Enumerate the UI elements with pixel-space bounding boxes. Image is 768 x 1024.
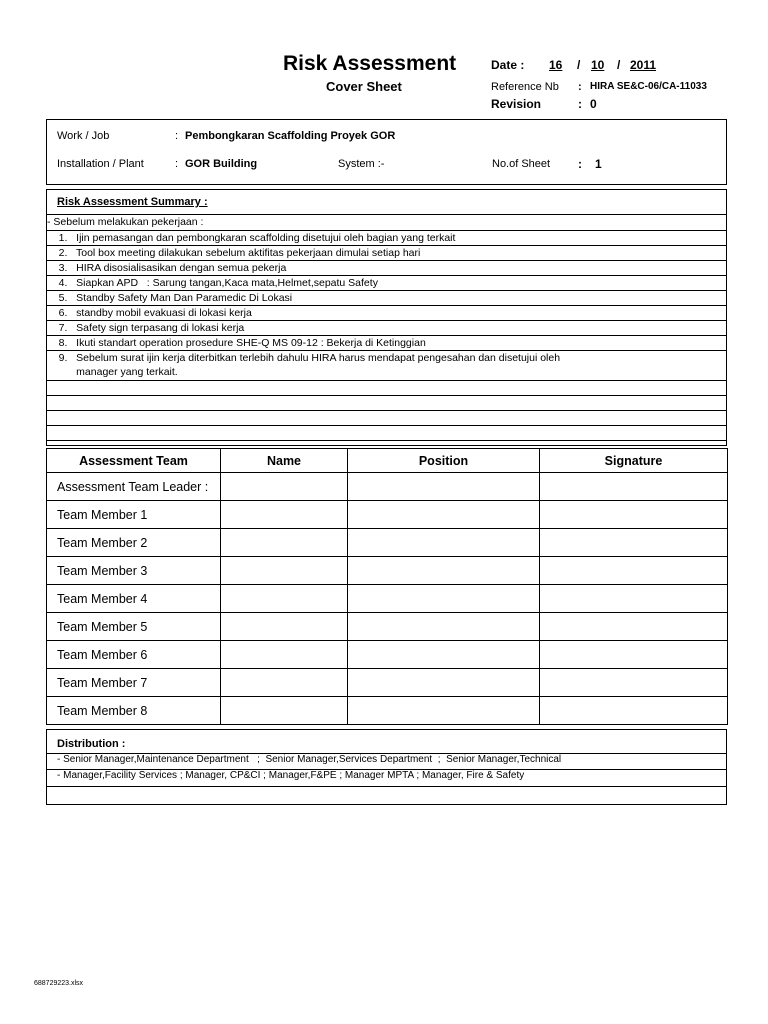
work-colon: : bbox=[175, 130, 179, 142]
revision-colon: : bbox=[578, 97, 582, 111]
name-cell[interactable] bbox=[221, 641, 348, 669]
summary-item: 2. Tool box meeting dilakukan sebelum aktifitas pekerjaan dimulai setiap hari bbox=[47, 247, 421, 259]
header-name: Name bbox=[221, 449, 348, 473]
team-role: Team Member 8 bbox=[47, 697, 221, 725]
job-info-box bbox=[46, 119, 727, 185]
name-cell[interactable] bbox=[221, 613, 348, 641]
name-cell[interactable] bbox=[221, 473, 348, 501]
distribution-heading: Distribution : bbox=[57, 738, 126, 750]
reference-colon: : bbox=[578, 81, 582, 93]
position-cell[interactable] bbox=[348, 669, 540, 697]
signature-cell[interactable] bbox=[540, 501, 728, 529]
summary-item: 7. Safety sign terpasang di lokasi kerja bbox=[47, 322, 245, 334]
installation-value: GOR Building bbox=[185, 158, 258, 170]
header-position: Position bbox=[348, 449, 540, 473]
table-row bbox=[47, 641, 728, 669]
file-name: 688729223.xlsx bbox=[34, 980, 84, 987]
position-cell[interactable] bbox=[348, 473, 540, 501]
sheets-value: 1 bbox=[595, 157, 602, 171]
reference-label: Reference Nb bbox=[491, 81, 559, 93]
team-role: Team Member 7 bbox=[47, 669, 221, 697]
date-day: 16 bbox=[549, 58, 563, 72]
signature-cell[interactable] bbox=[540, 557, 728, 585]
distribution-box bbox=[46, 729, 727, 805]
page-subtitle: Cover Sheet bbox=[326, 79, 402, 94]
table-row bbox=[47, 613, 728, 641]
system-label: System :- bbox=[338, 158, 385, 170]
signature-cell[interactable] bbox=[540, 641, 728, 669]
date-month: 10 bbox=[591, 58, 605, 72]
signature-cell[interactable] bbox=[540, 529, 728, 557]
table-row bbox=[47, 585, 728, 613]
revision-value: 0 bbox=[590, 97, 597, 111]
summary-item: - Sebelum melakukan pekerjaan : bbox=[47, 216, 204, 228]
signature-cell[interactable] bbox=[540, 473, 728, 501]
name-cell[interactable] bbox=[221, 585, 348, 613]
name-cell[interactable] bbox=[221, 557, 348, 585]
team-role: Team Member 1 bbox=[47, 501, 221, 529]
name-cell[interactable] bbox=[221, 529, 348, 557]
name-cell[interactable] bbox=[221, 501, 348, 529]
summary-box bbox=[46, 189, 727, 446]
header-signature: Signature bbox=[540, 449, 728, 473]
work-label: Work / Job bbox=[57, 130, 110, 142]
distribution-line: - Senior Manager,Maintenance Department ; Senior Manager,Services Department ; Senior Manager,Technical bbox=[57, 754, 562, 765]
date-year: 2011 bbox=[630, 58, 657, 72]
table-row bbox=[47, 669, 728, 697]
summary-item: 6. standby mobil evakuasi di lokasi kerja bbox=[47, 307, 252, 319]
signature-cell[interactable] bbox=[540, 697, 728, 725]
position-cell[interactable] bbox=[348, 613, 540, 641]
date-separator: / bbox=[577, 58, 581, 72]
summary-item: 3. HIRA disosialisasikan dengan semua pekerja bbox=[47, 262, 287, 274]
name-cell[interactable] bbox=[221, 697, 348, 725]
summary-item: 5. Standby Safety Man Dan Paramedic Di Lokasi bbox=[47, 292, 293, 304]
summary-item: 8. Ikuti standart operation prosedure SHE-Q MS 09-12 : Bekerja di Ketinggian bbox=[47, 337, 426, 349]
summary-item: 9. Sebelum surat ijin kerja diterbitkan terlebih dahulu HIRA harus mendapat pengesahan dan disetujui oleh bbox=[47, 352, 561, 364]
revision-label: Revision bbox=[491, 97, 542, 111]
sheets-colon: : bbox=[578, 157, 582, 171]
name-cell[interactable] bbox=[221, 669, 348, 697]
installation-colon: : bbox=[175, 158, 179, 170]
page-title: Risk Assessment bbox=[283, 52, 457, 75]
table-header-row bbox=[47, 449, 728, 473]
sheets-label: No.of Sheet bbox=[492, 158, 551, 170]
summary-heading: Risk Assessment Summary : bbox=[57, 196, 208, 208]
position-cell[interactable] bbox=[348, 557, 540, 585]
signature-cell[interactable] bbox=[540, 585, 728, 613]
position-cell[interactable] bbox=[348, 585, 540, 613]
date-label: Date : bbox=[491, 58, 525, 72]
table-row bbox=[47, 557, 728, 585]
signature-cell[interactable] bbox=[540, 613, 728, 641]
team-role: Team Member 3 bbox=[47, 557, 221, 585]
distribution-line: - Manager,Facility Services ; Manager, CP&CI ; Manager,F&PE ; Manager MPTA ; Manager, Fire & Safety bbox=[57, 770, 525, 781]
team-role: Team Member 5 bbox=[47, 613, 221, 641]
installation-label: Installation / Plant bbox=[57, 158, 144, 170]
position-cell[interactable] bbox=[348, 529, 540, 557]
header-assessment-team: Assessment Team bbox=[47, 449, 221, 473]
position-cell[interactable] bbox=[348, 641, 540, 669]
position-cell[interactable] bbox=[348, 501, 540, 529]
table-row bbox=[47, 473, 728, 501]
position-cell[interactable] bbox=[348, 697, 540, 725]
table-row bbox=[47, 501, 728, 529]
assessment-team-table bbox=[46, 448, 728, 725]
summary-item: 4. Siapkan APD : Sarung tangan,Kaca mata,Helmet,sepatu Safety bbox=[47, 277, 378, 289]
date-separator: / bbox=[617, 58, 621, 72]
team-role: Team Member 2 bbox=[47, 529, 221, 557]
table-row bbox=[47, 529, 728, 557]
summary-item: manager yang terkait. bbox=[47, 366, 178, 378]
table-row bbox=[47, 697, 728, 725]
team-role: Assessment Team Leader : bbox=[47, 473, 221, 501]
signature-cell[interactable] bbox=[540, 669, 728, 697]
work-value: Pembongkaran Scaffolding Proyek GOR bbox=[185, 130, 396, 142]
reference-value: HIRA SE&C-06/CA-11033 bbox=[590, 81, 707, 92]
summary-item: 1. Ijin pemasangan dan pembongkaran scaffolding disetujui oleh bagian yang terkait bbox=[47, 232, 456, 244]
team-role: Team Member 6 bbox=[47, 641, 221, 669]
team-role: Team Member 4 bbox=[47, 585, 221, 613]
